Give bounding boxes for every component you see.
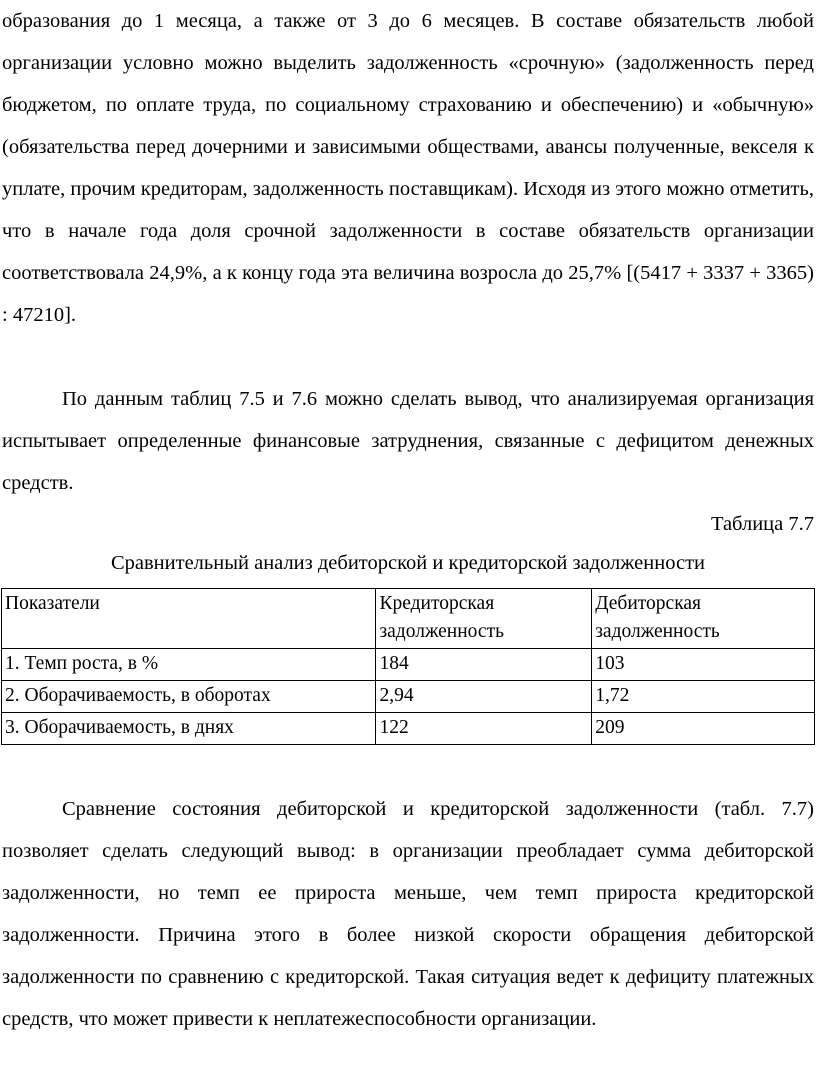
table-header-row: [2, 589, 815, 649]
table-cell: 1,72: [592, 681, 815, 713]
table-cell: 122: [376, 713, 592, 745]
table-cell: 209: [592, 713, 815, 745]
comparison-table: [1, 588, 815, 745]
table-cell: 1. Темп роста, в %: [2, 649, 376, 681]
table-cell: 2. Оборачиваемость, в оборотах: [2, 681, 376, 713]
table-row: [2, 681, 815, 713]
table-cell: 103: [592, 649, 815, 681]
table-header-cell: Показатели: [2, 589, 376, 649]
table-title: Сравнительный анализ дебиторской и кредиторской задолженности: [110, 552, 706, 574]
table-header-cell: Кредиторская задолженность: [376, 589, 592, 649]
table-number: Таблица 7.7: [710, 513, 814, 535]
table-header-cell: Дебиторская задолженность: [592, 589, 815, 649]
table-cell: 2,94: [376, 681, 592, 713]
paragraph-conclusion: По данным таблиц 7.5 и 7.6 можно сделать вывод, что анализируемая организация испытывает определенные финансовые затруднения, связанные с дефицитом денежных средств.: [2, 388, 814, 494]
paragraph-comparison: Сравнение состояния дебиторской и кредиторской задолженности (табл. 7.7) позволяет сделать следующий вывод: в организации преобладает сумма дебиторской задолженности, но темп ее прироста меньше, чем темп прироста кредиторской задолженности. Причина этого в более низкой скорости обращения дебиторской задолженности по сравнению с кредиторской. Такая ситуация ведет к дефициту платежных средств, что может привести к неплатежеспособности организации.: [2, 798, 814, 1030]
table-row: [2, 649, 815, 681]
paragraph-obligations: образования до 1 месяца, а также от 3 до 6 месяцев. В составе обязательств любой организации условно можно выделить задолженность «срочную» (задолженность перед бюджетом, по оплате труда, по социальному страхованию и обеспечению) и «обычную» (обязательства перед дочерними и зависимыми обществами, авансы полученные, векселя к уплате, прочим кредиторам, задолженность поставщикам). Исходя из этого можно отметить, что в начале года доля срочной задолженности в составе обязательств организации соответствовала 24,9%, а к концу года эта величина возросла до 25,7% [(5417 + 3337 + 3365) : 47210].: [2, 10, 814, 326]
table-cell: 184: [376, 649, 592, 681]
table-cell: 3. Оборачиваемость, в днях: [2, 713, 376, 745]
table-row: [2, 713, 815, 745]
